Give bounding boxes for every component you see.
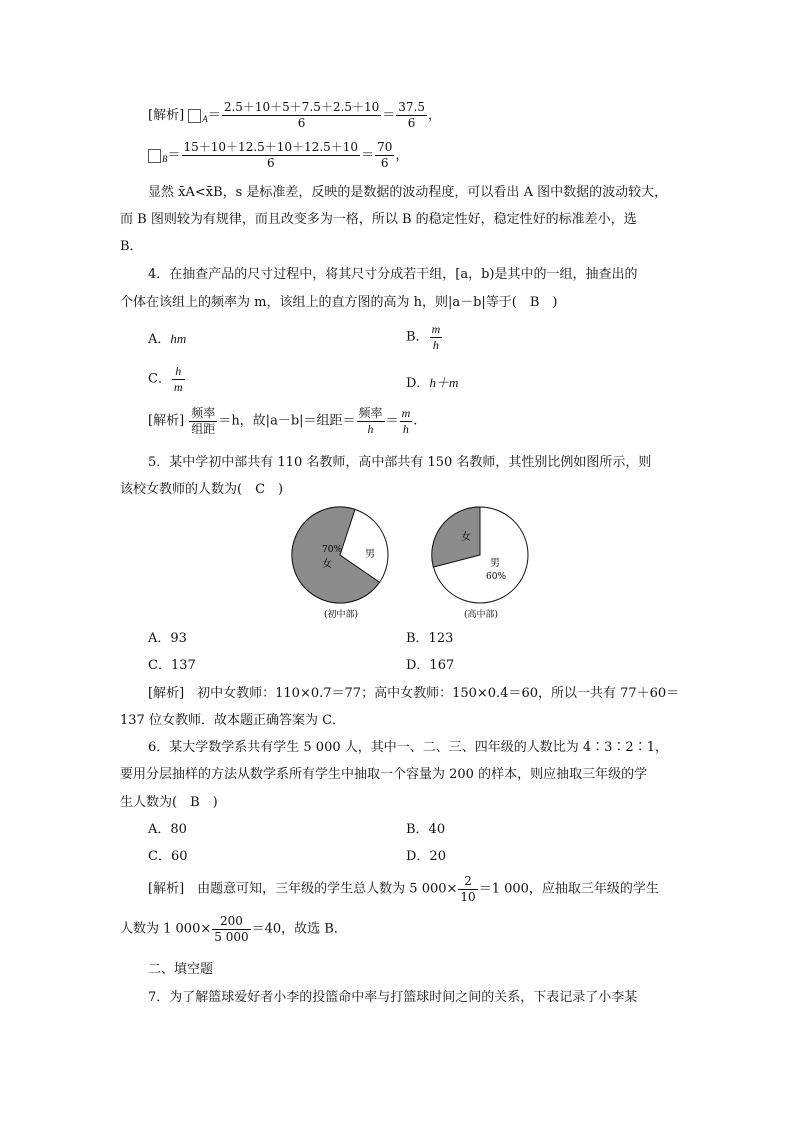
q4-stem-1: 4．在抽查产品的尺寸过程中，将其尺寸分成若干组，[a，b)是其中的一组，抽查出的 bbox=[148, 267, 638, 282]
x-bar-icon bbox=[148, 149, 161, 163]
pie-senior-male: 男 bbox=[490, 558, 500, 569]
section-title: 二、填空题 bbox=[148, 962, 214, 977]
pie-junior-female: 女 bbox=[322, 559, 332, 570]
q4-stem-2: 个体在该组上的频率为 m，该组上的直方图的高为 h，则|a－b|等于( B ) bbox=[120, 295, 558, 310]
q5-analysis-2: 137 位女教师．故本题正确答案为 C． bbox=[120, 713, 346, 728]
pie-senior-pct: 60% bbox=[486, 572, 507, 582]
q3-analysis-line2: $_B$＝ $\frac{15+10+12.5+10+12.5+10}{6}$ ＝ $\frac{70}{6}$ ， bbox=[148, 140, 408, 171]
q3-analysis-line1: [解析] $_A$＝ $\frac{2.5+10+5+7.5+2.5+10}{6}$ ＝ $\frac{37.5}{6}$ ， bbox=[148, 100, 441, 130]
pie-senior bbox=[432, 507, 528, 620]
pie-senior-caption: (高中部) bbox=[464, 610, 499, 620]
analysis-tag: [解析] bbox=[148, 108, 185, 123]
q4-option-b: B． $\frac{m}{h}$ bbox=[406, 322, 441, 352]
q4-option-d: D．h＋m bbox=[406, 375, 459, 391]
q5-option-b: B．123 bbox=[406, 631, 454, 646]
q5-stem-2: 该校女教师的人数为( C ) bbox=[120, 482, 284, 497]
q3-explain-1: 显然 x̄A<x̄B，s 是标准差，反映的是数据的波动程度，可以看出 A 图中数据的波动较大， bbox=[148, 185, 668, 200]
q6-stem-2: 要用分层抽样的方法从数学系所有学生中抽取一个容量为 200 的样本，则应抽取三年级的学 bbox=[120, 767, 648, 782]
q6-stem-3: 生人数为( B ) bbox=[120, 795, 218, 810]
q6-analysis-1: [解析] 由题意可知，三年级的学生总人数为 5 000× $\frac{2}{10}$ ＝1 000，应抽取三年级的学生 bbox=[148, 874, 659, 904]
x-bar-icon bbox=[188, 109, 201, 123]
xb-sub: B bbox=[162, 154, 168, 164]
q3-explain-2: 而 B 图则较为有规律，而且改变多为一格，所以 B 的稳定性好，稳定性好的标准差小，选 bbox=[120, 212, 637, 227]
pie-junior-caption: (初中部) bbox=[324, 610, 359, 620]
q6-option-d: D．20 bbox=[406, 849, 446, 864]
xa-fraction: $\frac{2.5+10+5+7.5+2.5+10}{6}$ bbox=[223, 100, 380, 130]
q5-stem-1: 5．某中学初中部共有 110 名教师，高中部共有 150 名教师，其性别比例如图所示，则 bbox=[148, 455, 652, 470]
pie-charts bbox=[280, 505, 540, 625]
pie-junior-pct: 70% bbox=[322, 545, 343, 555]
q6-analysis-2: 人数为 1 000× $\frac{200}{5 000}$ ＝40，故选 B． bbox=[120, 914, 347, 944]
xb-result: $\frac{70}{6}$ bbox=[377, 140, 393, 170]
q4-option-c: C． $\frac{h}{m}$ bbox=[148, 364, 183, 394]
pie-junior-male: 男 bbox=[365, 549, 375, 560]
xb-fraction: $\frac{15+10+12.5+10+12.5+10}{6}$ bbox=[183, 140, 359, 170]
q4-analysis: [解析] $\frac{\text{频率}}{\text{组距}}$ ＝h，故|a－b|＝组距＝ $\frac{\text{频率}}{h}$ ＝ $\frac{m}{h}$ . bbox=[148, 406, 418, 436]
pie-senior-female: 女 bbox=[461, 532, 471, 543]
q7-stem-1: 7．为了解篮球爱好者小李的投篮命中率与打篮球时间之间的关系，下表记录了小李某 bbox=[148, 990, 638, 1005]
q6-option-a: A．80 bbox=[148, 822, 187, 837]
pie-junior bbox=[292, 507, 388, 620]
q5-analysis-1: [解析] 初中女教师：110×0.7＝77；高中女教师：150×0.4＝60，所以一共有 77＋60＝ bbox=[148, 686, 680, 701]
q5-option-c: C．137 bbox=[148, 658, 196, 673]
q5-option-d: D．167 bbox=[406, 658, 455, 673]
q3-explain-3: B． bbox=[120, 239, 143, 254]
q6-stem-1: 6．某大学数学系共有学生 5 000 人，其中一、二、三、四年级的人数比为 4∶3∶2∶1， bbox=[148, 740, 668, 755]
q4-option-a: A．hm bbox=[148, 331, 187, 347]
xa-sub: A bbox=[202, 114, 208, 124]
q6-option-b: B．40 bbox=[406, 822, 446, 837]
q5-option-a: A．93 bbox=[148, 631, 187, 646]
q6-option-c: C．60 bbox=[148, 849, 188, 864]
xa-result: $\frac{37.5}{6}$ bbox=[398, 100, 425, 130]
